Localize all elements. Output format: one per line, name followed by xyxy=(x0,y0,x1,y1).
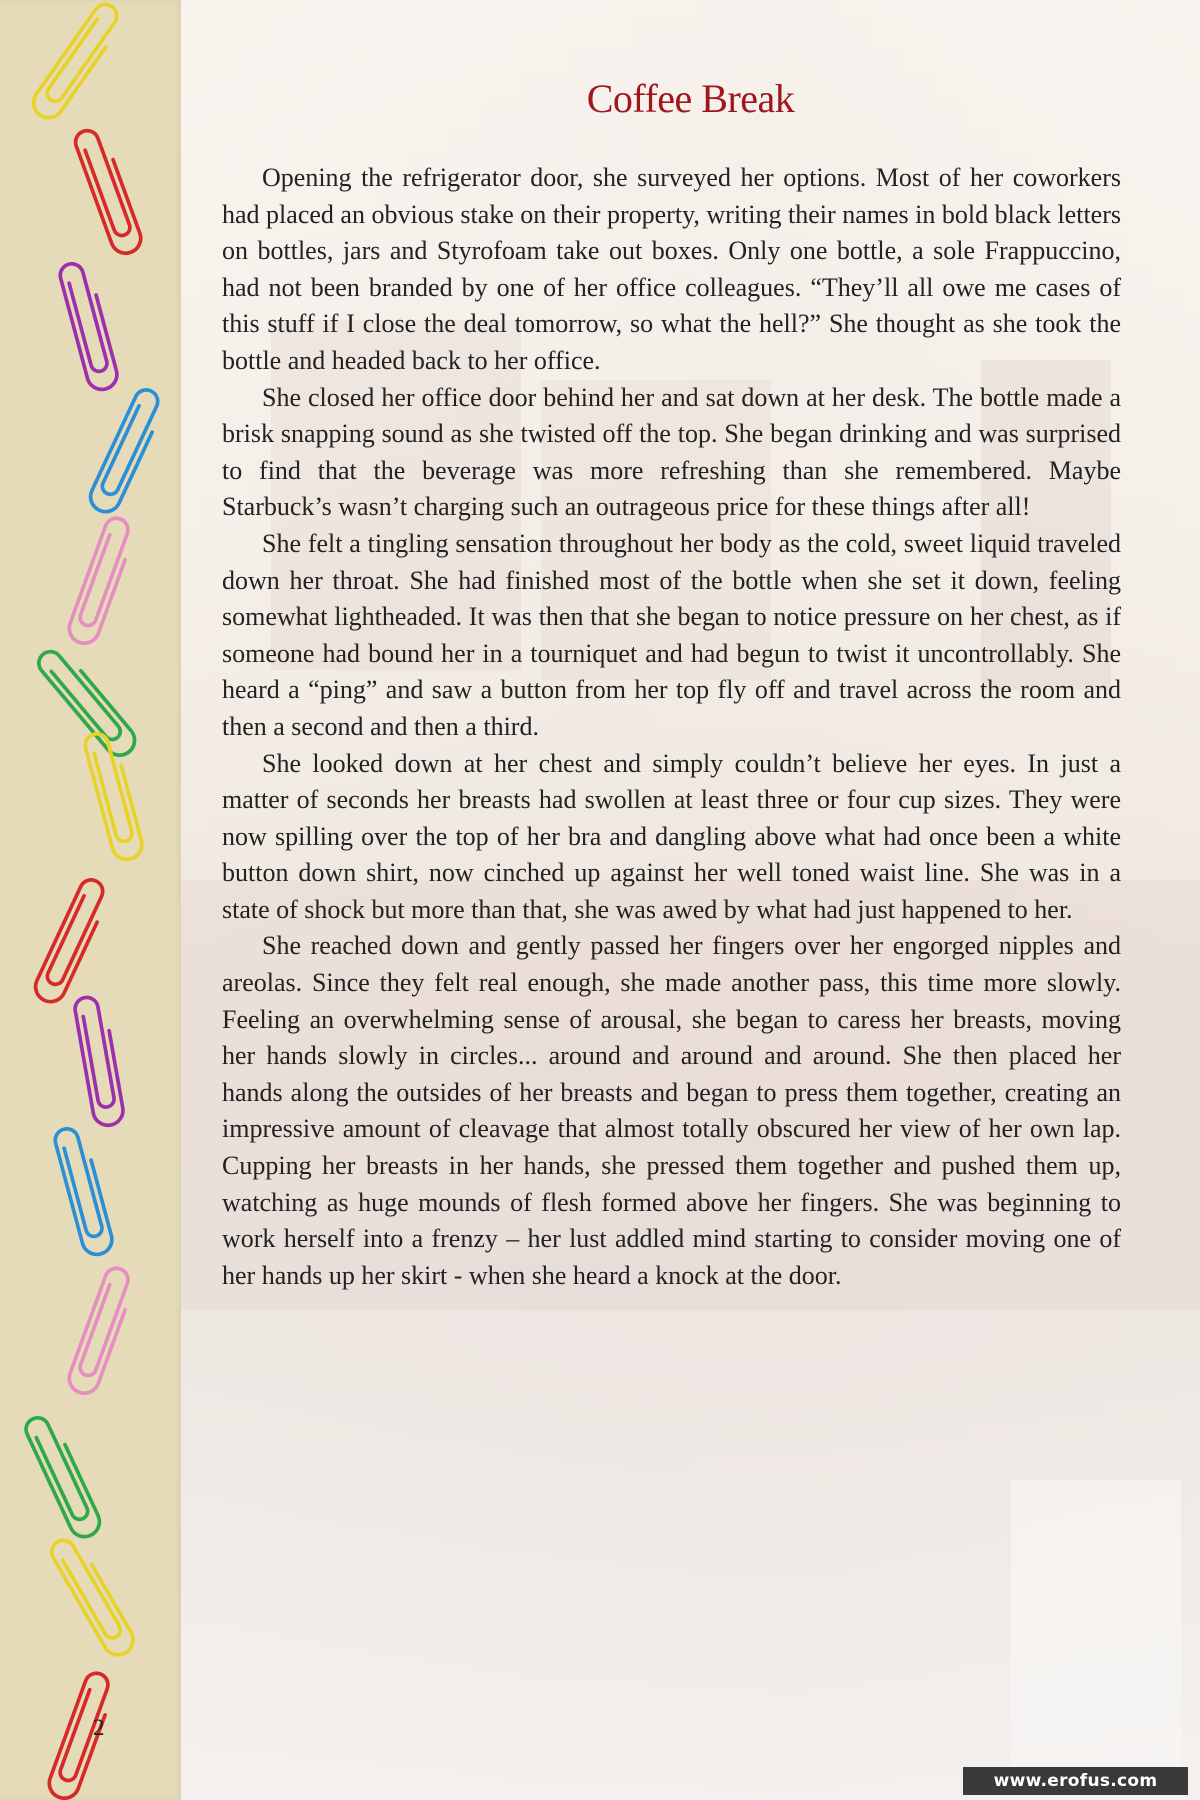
paragraph: Opening the refrigerator door, she surveyed her options. Most of her coworkers had placed an obvious stake on their property, writing their names in bold black letters on bottles, jars and Styrofoam take out boxes. Only one bottle, a sole Frappuccino, had not been branded by one of her office colleagues. “They’ll all owe me cases of this stuff if I close the deal tomorrow, so what the hell?” She thought as she took the bottle and headed back to her office. xyxy=(222,163,1121,375)
story-title: Coffee Break xyxy=(586,76,795,121)
paperclip-icon xyxy=(45,1670,118,1800)
paperclip-icon xyxy=(34,643,140,762)
paperclip-icon xyxy=(83,729,146,862)
paragraph: She reached down and gently passed her fingers over her engorged nipples and areolas. Since they felt real enough, she made another pass, this time more slowly. Feeling an overwhelming sense of arousal, she began to caress her breasts, moving her hands slowly in circles... around and around and around. She then placed her hands along the outsides of her breasts and began to press them together, creating an impressive amount of cleavage that almost totally obscured her view of her own lap. Cupping her breasts in her hands, she pressed them together and pushed them up, watching as huge mounds of flesh formed above her fingers. She was beginning to work herself into a frenzy – her lust addled mind starting to consider moving one of her hands up her skirt - when she heard a knock at the door. xyxy=(222,931,1121,1290)
paperclip-icon xyxy=(58,259,121,392)
paperclip-decoration xyxy=(0,0,181,1800)
paperclip-icon xyxy=(65,1265,138,1397)
paperclip-icon xyxy=(48,1533,139,1660)
paperclip-icon xyxy=(22,1411,104,1541)
paperclip-icon xyxy=(31,876,113,1006)
watermark: www.erofus.com xyxy=(963,1767,1188,1795)
paperclip-icon xyxy=(65,515,138,647)
paperclip-icon xyxy=(72,125,145,257)
paperclip-icon xyxy=(86,386,168,516)
paragraph: She felt a tingling sensation throughout her body as the cold, sweet liquid traveled down her throat. She had finished most of the bottle when she set it down, feeling somewhat lightheaded. It was then that she began to notice pressure on her chest, as if someone had bound her in a tourniquet and had begun to twist it uncontrollably. She heard a “ping” and saw a button from her top fly off and travel across the room and then a second and then a third. xyxy=(222,528,1121,741)
paragraph: She looked down at her chest and simply couldn’t believe her eyes. In just a matter of seconds her breasts had swollen at least three or four cup sizes. They were now spilling over the top of her bra and dangling above what had once been a white button down shirt, now cinched up against her well toned waist line. She was in a state of shock but more than that, she was awed by what had just happened to her. xyxy=(222,748,1121,924)
page-number: 2 xyxy=(93,1715,105,1740)
paperclip-icon xyxy=(73,994,125,1127)
paperclip-icon xyxy=(28,0,127,124)
paragraph: She closed her office door behind her and sat down at her desk. The bottle made a brisk snapping sound as she twisted off the top. She began drinking and was surprised to find that the beverage was more refreshing than she remembered. Maybe Starbuck’s wasn’t charging such an outrageous price for these things after all! xyxy=(222,382,1121,522)
paperclip-icon xyxy=(53,1124,116,1257)
story-body xyxy=(222,160,1121,1294)
